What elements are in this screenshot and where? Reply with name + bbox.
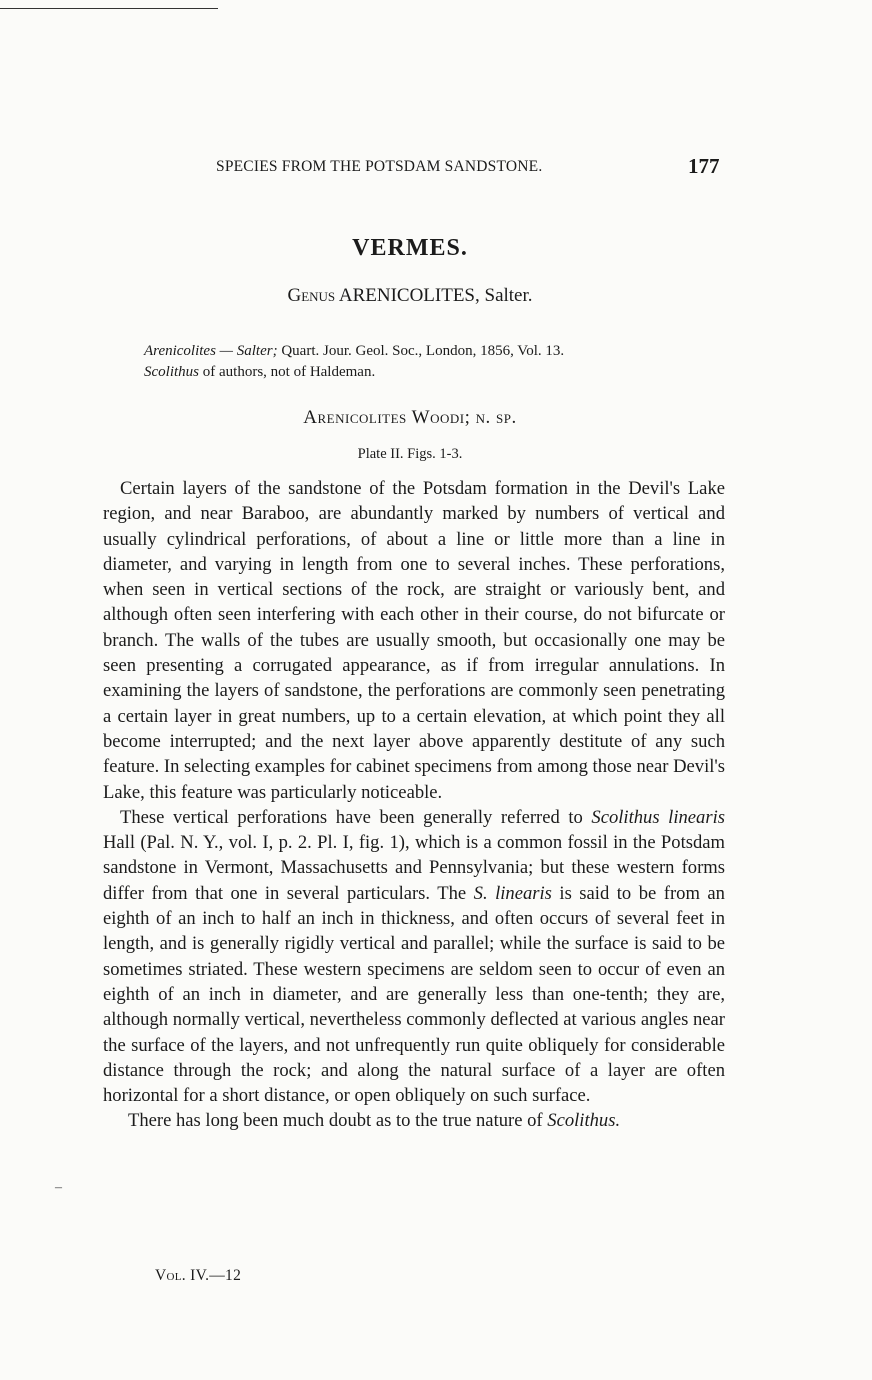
synonymy-reference: Quart. Jour. Geol. Soc., London, 1856, Vol. 13.: [277, 343, 565, 359]
paragraph-2-text: is said to be from an eighth of an inch to half an inch in thickness, and often occurs of several feet in length, and is generally rigidly vertical and parallel; while the surface is said to be sometimes striated. These western specimens are seldom seen to occur of even an eighth of an inch in diameter, and are generally less than one-tenth; they are, although normally vertical, nevertheless commonly deflected at various angles near the surface of the layers, and not unfrequently run quite obliquely for considerable distance through the rock; and along the natural surface of a layer are often horizontal for a short distance, or open obliquely on such surface.: [103, 882, 725, 1107]
taxon-italic: S. linearis: [473, 882, 552, 904]
genus-name: ARENICOLITES, Salter.: [338, 285, 533, 306]
genus-heading: [0, 285, 820, 307]
margin-mark: –: [55, 1180, 62, 1195]
paragraph-2-text: Hall (Pal. N. Y., vol. I, p. 2. Pl. I, fig. 1), which is a common fossil in the Potsdam sandstone in Vermont, Massachusetts and Pennsylvania; but these western forms differ from that one in several particulars. The: [103, 832, 725, 904]
top-rule: [0, 8, 218, 9]
plate-reference: Plate II. Figs. 1-3.: [357, 446, 463, 462]
paragraph-2-text: These vertical perforations have been generally referred to: [120, 806, 592, 828]
synonymy-reference: of authors, not of Haldeman.: [199, 364, 376, 380]
synonymy-line: [144, 341, 744, 362]
signature-mark: Vol. IV.—12: [155, 1267, 242, 1284]
paragraph-2: [103, 805, 725, 1109]
paragraph-3-text: There has long been much doubt as to the true nature of: [128, 1110, 548, 1132]
synonymy-line: [144, 362, 744, 383]
page-number: 177: [688, 154, 720, 178]
genus-prefix: Genus: [287, 285, 336, 306]
synonymy-taxon: Arenicolites — Salter;: [144, 343, 278, 359]
taxon-italic: Scolithus.: [547, 1110, 621, 1132]
taxon-italic: Scolithus linearis: [591, 806, 725, 828]
species-heading: Arenicolites Woodi; n. sp.: [303, 407, 517, 428]
body-text: [103, 476, 725, 1134]
synonymy-block: [144, 341, 744, 383]
paragraph-1: Certain layers of the sandstone of the Potsdam formation in the Devil's Lake region, and near Baraboo, are abundantly marked by numbers of vertical and usually cylindrical perforations, of about a line or little more than a line in diameter, and varying in length from one to several inches. These perforations, when seen in vertical sections of the rock, are straight or variously bent, and although often seen interfering with each other in their course, do not bifurcate or branch. The walls of the tubes are usually smooth, but occasionally one may be seen presenting a corrugated appearance, as if from irregular annulations. In examining the layers of sandstone, the perforations are commonly seen penetrating a certain layer in great numbers, up to a certain elevation, at which point they all become interrupted; and the next layer above apparently destitute of any such feature. In selecting examples for cabinet specimens from among those near Devil's Lake, this feature was particularly noticeable.: [103, 478, 725, 803]
synonymy-taxon: Scolithus: [144, 364, 199, 380]
running-head: SPECIES FROM THE POTSDAM SANDSTONE.: [216, 158, 543, 175]
section-title: VERMES.: [352, 235, 468, 261]
paragraph-3: [103, 1108, 725, 1133]
